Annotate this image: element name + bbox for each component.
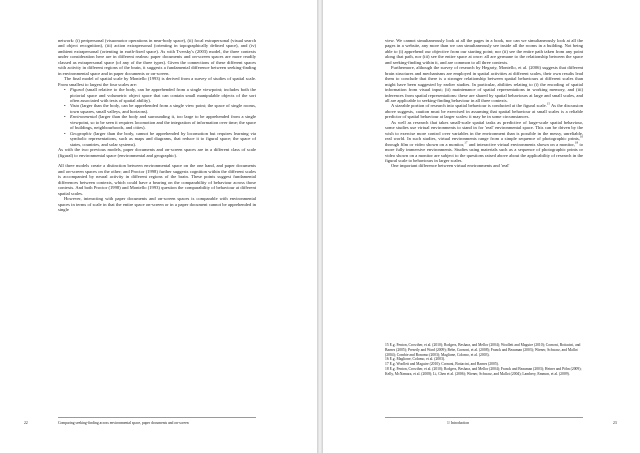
list-item — [70, 103, 256, 114]
left-body-text — [58, 38, 256, 212]
footnote: 15 E.g. Fenton, Crowther, et al. (2010); Rodgers, Beshara, and Mellor (2004); Woollett and Maguire (2010); Cornoni, Bottacini, and Barnes (2005); Presetly and Ward (2009); Bebe, Cornoni, et al. (2008); Franck and Beauman (2003); Wiener, Schwarz, and Mallot (2004); Combie and Bonomo (2003); Maglione, Colomo, et al. (2003). — [385, 343, 581, 357]
term: Vista — [70, 103, 80, 109]
text-run: Studies using materials such as a sequence of photographic prints or video shown on a monitor are subject to the questions raised above about the applicability of research in the figural scale to behaviours in larger scales. — [385, 147, 584, 163]
running-head: 1/ Introduction — [447, 421, 470, 425]
definition: (larger than the body, can be apprehended from a single view point; the space of single rooms, town squares, small valleys, and horizons). — [70, 103, 256, 114]
definition: (larger than the body and surrounding it, too large to be apprehended from a single viewpoint, so to be seen it requires locomotion and the integration of information over time; the space of buildings, neighbourhoods, and cities). — [70, 114, 256, 131]
term: Figural — [70, 87, 84, 93]
footnote: 18 E.g. Fenton, Crowther, et al. (2010); Rodgers, Beshara, and Mellor (2004); Franck and Beauman (2003); Heiner and Pöhn (2009); Kelly, McNamara, et al. (2008); Li, Chen et al. (2006); Wiener, Schwarz, and Mallot (2004); Lambery, Emmon, et al. (2009). — [385, 366, 582, 376]
text-run: and interactive virtual environments shown on a monitor, — [467, 141, 575, 147]
footnote-ref: 17 — [464, 140, 468, 145]
paragraph: However, interacting with paper documents and on-screen spaces is comparable with environmental spaces in terms of scale in that the entire space on-screen or in a paper document cannot be apprehended in single — [58, 196, 256, 212]
text-run: through film or video shown on a monitor, — [385, 141, 465, 147]
right-body-text — [385, 38, 583, 169]
paragraph: As with the two previous models, paper documents and on-screen spaces are in a different class of scale (figural) to environmental space (environmental and geographic). — [58, 147, 256, 158]
right-page — [323, 0, 640, 453]
footer-rule — [385, 417, 583, 418]
paragraph: The final model of spatial scale by Montello (1993) is derived from a survey of studies of spatial scale. From smallest to largest the four scales are: — [58, 76, 256, 87]
running-head: Comparing seeking-finding across environmental space, paper documents and on-screen — [58, 421, 189, 425]
paragraph: All three models create a distinction between environmental space on the one hand, and paper documents and on-screen spaces on the other; and Proctor (1998) further suggests cognition within the different scales is accompanied by neural activity in different regions of the brain. These points suggest fundamental differences between contexts, which could have a bearing on the comparability of behaviour across those contexts. And both Proctor (1998) and Montello (1993) question the comparability of behaviour at different spatial scales. — [58, 163, 256, 196]
text-run: As the discussion above suggests, caution must be exercised in assuming that spatial behaviour at small scales is a reliable predictor of spatial behaviour at larger scales: it may be in some circumstances. — [385, 103, 583, 120]
paragraph: network: (i) peripersonal (visuomotor operations in near-body space), (ii) focal extrapersonal (visual search and object recognition), (iii) action extrapersonal (orienting in topographically defined space), and (iv) ambient extrapersonal (orienting in earth-fixed space). As with Tversky's (2003) model, the three contexts under consideration here are in different realms: paper documents and on-screen spaces are more readily classed as extrapersonal space (of any of the three types). Given the connections of these different spaces with activity in different regions of the brain, it suggests a fundamental difference between seeking-finding in environmental space and in paper documents or on-screen. — [58, 38, 256, 76]
footnote: 16 E.g. Maglione, Colomo, et al. (2003). — [385, 357, 446, 362]
definition: (larger than the body, cannot be apprehended by locomotion but requires learning via symbolic representations, such as maps and diagrams, that reduce it to figural space; the space of states, countries, and solar systems). — [70, 130, 256, 147]
footnotes — [385, 343, 583, 376]
paragraph — [385, 103, 583, 119]
term: Environmental — [70, 114, 97, 120]
definition: (small relative to the body, can be apprehended from a single viewpoint; includes both the pictorial space and volumetric object space that can contain small manipulable objects of the sort often associated with tests of spatial ability). — [70, 87, 256, 103]
footnote-ref: 18 — [574, 140, 579, 145]
text-run: A sizeable portion of research into spatial behaviour is conducted at the figural scale. — [391, 103, 547, 109]
footnote-ref: 16 — [579, 134, 583, 139]
footnote: 17 E.g. Woollett and Maguire (2010); Cornoni, Bottacini, and Barnes (2005). — [385, 362, 499, 366]
paragraph — [385, 120, 583, 164]
scale-list — [58, 87, 256, 147]
page-number: 22 — [24, 421, 28, 425]
list-item — [70, 114, 256, 130]
list-item — [70, 87, 256, 103]
page-number: 23 — [613, 421, 617, 425]
list-item — [70, 131, 256, 147]
footer-rule — [58, 417, 256, 418]
paragraph: view. We cannot simultaneously look at all the pages in a book, nor can we simultaneously look at all the pages in a website, any more than we can simultaneously see inside all the rooms in a building. Not being able to (i) apprehend our objective from our starting point; nor (ii) see the entire path taken from any point along that path, nor (iii) see the entire space at once: all are germane to the relationship between the space and seeking-finding within it, and are common to all three contexts. — [385, 38, 583, 65]
term: Geographic — [70, 130, 92, 136]
left-page — [0, 0, 317, 453]
paragraph: One important difference between virtual environments and 'real' — [391, 163, 510, 169]
paragraph: Furthermore, although the survey of research by Hegarty, Montello, et al. (2006) suggests that different brain structures and mechanisms are employed in spatial activities at different scales, their own results lead them to conclude that there is a stronger relationship between spatial behaviours at different scales than might have been suggested by earlier studies. In particular, abilities relating to (i) the encoding of spatial information from visual input; (ii) maintenance of spatial representations in working memory, and (iii) inferences from spatial representations: these are shared by spatial behaviours at large and small scales, and all are applicable to seeking-finding behaviour in all three contexts. — [385, 65, 583, 103]
text-run: to more fully immersive environments. — [385, 141, 583, 153]
text-run: As well as research that takes small-scale spatial tasks as predictive of large-scale spatial behaviour, some studies use virtual environments to stand in for 'real' environmental space. This can be driven by the wish to exercise more control over variables in the environment than is possible in the messy, unreliable, real world. In such studies, virtual environments range from a simple sequence of photographic prints, — [385, 119, 583, 142]
footnote-ref: 15 — [546, 101, 550, 106]
